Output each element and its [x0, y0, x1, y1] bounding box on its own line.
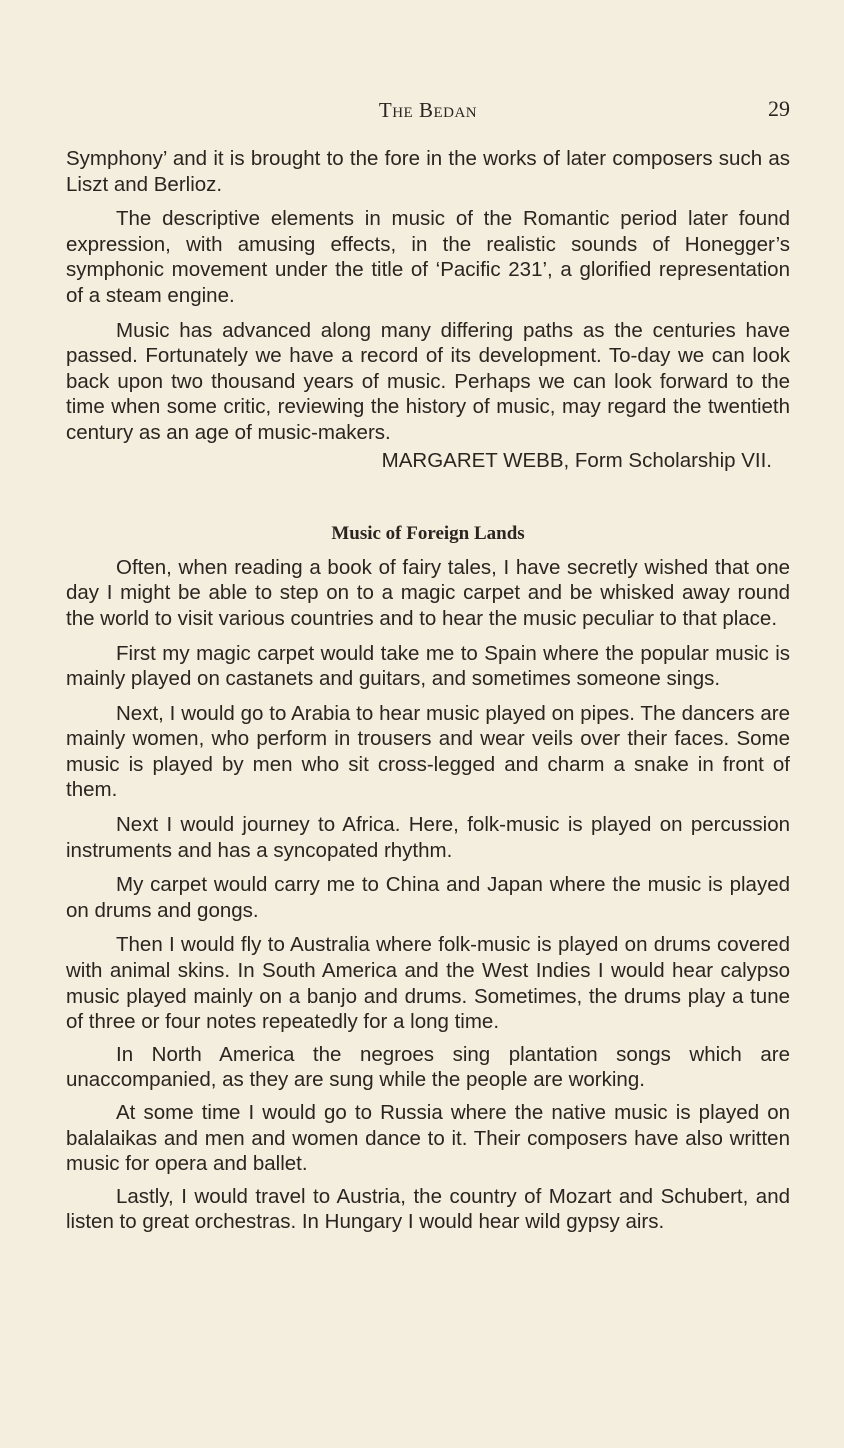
- article-title: Music of Foreign Lands: [331, 523, 525, 545]
- running-title: [66, 98, 790, 123]
- article2-paragraph-7: In North America the negroes sing plantation songs which are unaccompanied, as they are sung while the people are working.: [66, 1042, 790, 1092]
- article2-paragraph-4: Next I would journey to Africa. Here, folk-music is played on percussion instruments and has a syncopated rhythm.: [66, 813, 790, 862]
- page-body: [66, 146, 790, 1235]
- article2-paragraph-9: Lastly, I would travel to Austria, the country of Mozart and Schubert, and listen to great orchestras. In Hungary I would hear wild gypsy airs.: [66, 1184, 790, 1234]
- article2-paragraph-2: First my magic carpet would take me to Spain where the popular music is mainly played on castanets and guitars, and sometimes someone sings.: [66, 641, 790, 691]
- article2-paragraph-6: Then I would fly to Australia where folk-music is played on drums covered with animal skins. In South America and the West Indies I would hear calypso music played mainly on a banjo and drums. Sometimes, the drums play a tune of three or four notes repeatedly for a long time.: [66, 933, 790, 1034]
- article2-paragraph-1: Often, when reading a book of fairy tales, I have secretly wished that one day I might be able to step on to a magic carpet and be whisked away round the world to visit various countries and to hear the music peculiar to that place.: [66, 555, 790, 630]
- article1-paragraph-1: Symphony’ and it is brought to the fore in the works of later composers such as Liszt and Berlioz.: [66, 147, 790, 196]
- article1-paragraph-3: Music has advanced along many differing paths as the centuries have passed. Fortunately we have a record of its development. To-day we can look back upon two thousand years of music. Perhaps we can look forward to the time when some critic, reviewing the history of music, may regard the twentieth century as an age of music-makers.: [66, 318, 790, 444]
- article2-paragraph-5: My carpet would carry me to China and Japan where the music is played on drums and gongs.: [66, 873, 790, 922]
- page-number: 29: [768, 96, 790, 121]
- running-header: [66, 96, 790, 126]
- article2-paragraph-8: At some time I would go to Russia where the native music is played on balalaikas and men and women dance to it. Their composers have also written music for opera and ballet.: [66, 1101, 790, 1176]
- running-title-initial-b: B: [418, 98, 434, 122]
- running-title-word-bedan: edan: [433, 98, 478, 122]
- running-title-word-the: he: [392, 98, 419, 122]
- article1-paragraph-2: The descriptive elements in music of the Romantic period later found expression, with amusing effects, in the realistic sounds of Honegger’s symphonic movement under the title of ‘Pacific 231’, a glorified representation of a steam engine.: [66, 207, 790, 307]
- running-title-initial-t: T: [378, 98, 393, 122]
- author-signature: MARGARET WEBB, Form Scholarship VII.: [381, 448, 772, 472]
- article2-paragraph-3: Next, I would go to Arabia to hear music played on pipes. The dancers are mainly women, who perform in trousers and wear veils over their faces. Some music is played by men who sit cross-legged and charm a snake in front of them.: [66, 701, 790, 802]
